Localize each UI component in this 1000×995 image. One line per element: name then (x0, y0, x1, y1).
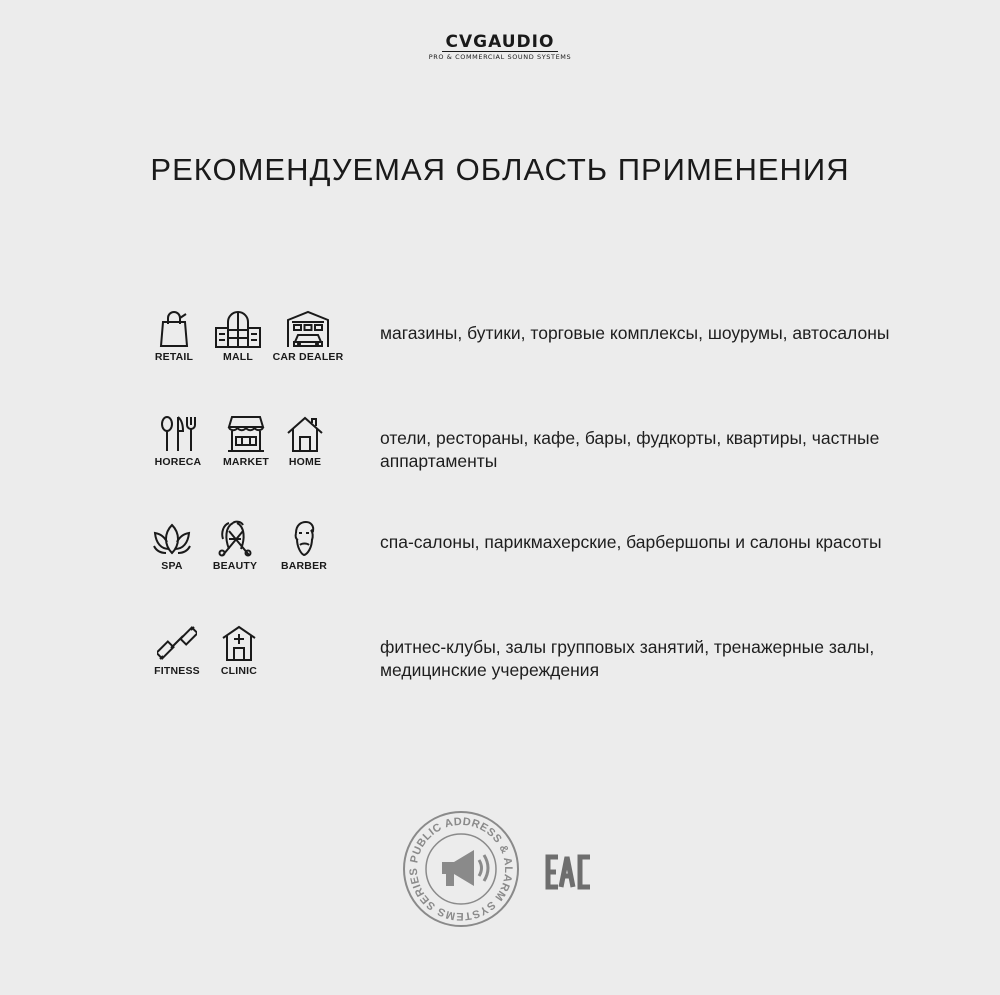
series-seal (402, 810, 520, 928)
icon-tile-home (265, 415, 345, 468)
megaphone-icon (442, 850, 488, 886)
brand-name: CVGAUDIO (442, 34, 559, 52)
icon-label-car-dealer: CAR DEALER (272, 351, 344, 363)
brand-tagline: PRO & COMMERCIAL SOUND SYSTEMS (428, 53, 572, 61)
row-description-fitness: фитнес-клубы, залы групповых занятий, тренажерные залы, медицинские учереждения (380, 637, 875, 680)
icon-label-spa: SPA (161, 560, 183, 572)
icon-label-fitness: FITNESS (154, 665, 200, 677)
row-description-horeca: отели, рестораны, кафе, бары, фудкорты, квартиры, частные аппартаменты (380, 428, 880, 471)
icon-tile-beauty (195, 519, 275, 572)
icon-label-horeca: HORECA (154, 456, 202, 468)
cutlery-icon (158, 415, 198, 453)
icon-tile-clinic (199, 624, 279, 677)
market-stall-icon (226, 415, 266, 453)
mall-building-icon (213, 310, 263, 348)
lotus-icon (152, 519, 192, 557)
hair-scissors-icon (215, 519, 255, 557)
eac-text: EAC (567, 884, 571, 885)
dumbbell-icon (157, 624, 197, 662)
shopping-bag-icon (154, 310, 194, 348)
icon-tile-barber (264, 519, 344, 572)
icon-label-clinic: CLINIC (220, 665, 258, 677)
seal-text: PUBLIC ADDRESS & ALARM SYSTEMS SERIES (407, 815, 515, 923)
page-title: РЕКОМЕНДУЕМАЯ ОБЛАСТЬ ПРИМЕНЕНИЯ (150, 152, 850, 187)
bearded-man-icon (284, 519, 324, 557)
icon-label-market: MARKET (222, 456, 270, 468)
clinic-icon (219, 624, 259, 662)
icon-label-beauty: BEAUTY (212, 560, 258, 572)
application-row-fitness (0, 624, 1000, 704)
house-icon (285, 415, 325, 453)
eac-certification-mark (545, 854, 593, 890)
icon-label-home: HOME (288, 456, 322, 468)
icon-label-retail: RETAIL (154, 351, 194, 363)
icon-tile-car-dealer (268, 310, 348, 363)
icon-tile-mall (198, 310, 278, 363)
application-row-horeca (0, 415, 1000, 495)
footer-badges (0, 810, 1000, 960)
icon-label-mall: MALL (223, 351, 253, 363)
brand-logo (0, 34, 1000, 62)
car-dealer-icon (284, 310, 332, 348)
icon-label-barber: BARBER (280, 560, 328, 572)
row-description-spa: спа-салоны, парикмахерские, барбершопы и салоны красоты (380, 532, 882, 552)
application-row-spa (0, 519, 1000, 599)
application-row-retail (0, 310, 1000, 390)
eac-mark (545, 854, 593, 895)
row-description-retail: магазины, бутики, торговые комплексы, шоурумы, автосалоны (380, 323, 890, 343)
